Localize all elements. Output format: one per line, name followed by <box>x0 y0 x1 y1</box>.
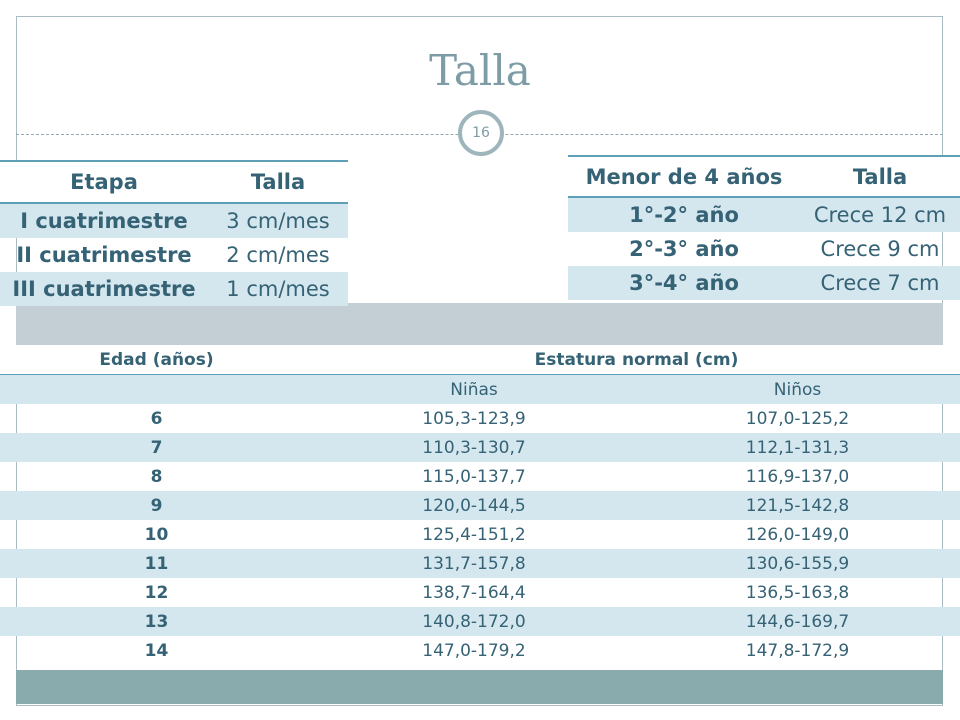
cell-edad: 13 <box>0 607 313 636</box>
cell-ninas: 138,7-164,4 <box>422 582 526 603</box>
cell-talla: 3 cm/mes <box>208 203 348 238</box>
table-menor-4-anos <box>568 155 960 300</box>
table-subheader-row <box>0 375 960 405</box>
table-row <box>0 272 348 306</box>
cell-ninas: 120,0-144,5 <box>313 491 635 520</box>
cell-edad: 8 <box>150 466 163 487</box>
cell-periodo: 2°-3° año <box>629 237 739 261</box>
cell-ninos: 144,6-169,7 <box>635 607 960 636</box>
cell-ninas: 147,0-179,2 <box>422 640 526 661</box>
header-estatura: Estatura normal (cm) <box>313 345 960 375</box>
table-row <box>0 238 348 272</box>
decorative-band-gray <box>16 303 943 345</box>
table-row <box>568 197 960 232</box>
subheader-ninas: Niñas <box>313 375 635 405</box>
header-menor: Menor de 4 años <box>568 156 800 197</box>
cell-crecimiento: Crece 7 cm <box>800 266 960 300</box>
cell-periodo: 3°-4° año <box>568 266 800 300</box>
table-row <box>0 404 960 433</box>
cell-edad: 7 <box>0 433 313 462</box>
cell-etapa: II cuatrimestre <box>16 243 192 267</box>
cell-ninos: 121,5-142,8 <box>635 491 960 520</box>
table-header-row <box>568 156 960 197</box>
cell-talla: 1 cm/mes <box>208 272 348 306</box>
table-row <box>0 491 960 520</box>
table-etapa <box>0 160 348 306</box>
table-estatura-normal <box>0 345 960 665</box>
table-row <box>0 636 960 665</box>
cell-crecimiento: Crece 9 cm <box>820 237 940 261</box>
subheader-empty <box>0 375 313 405</box>
slide-number-badge: 16 <box>458 110 504 156</box>
table-row <box>568 232 960 266</box>
cell-etapa: III cuatrimestre <box>0 272 208 306</box>
cell-ninos: 112,1-131,3 <box>635 433 960 462</box>
cell-periodo: 1°-2° año <box>568 197 800 232</box>
cell-talla: 2 cm/mes <box>226 243 330 267</box>
table-header-row <box>0 345 960 375</box>
cell-edad: 11 <box>0 549 313 578</box>
table-row <box>0 462 960 491</box>
table-row <box>0 520 960 549</box>
cell-etapa: I cuatrimestre <box>0 203 208 238</box>
header-talla: Talla <box>800 156 960 197</box>
decorative-band-teal <box>16 670 943 704</box>
cell-ninos: 116,9-137,0 <box>745 466 850 487</box>
cell-ninos: 136,5-163,8 <box>745 582 850 603</box>
cell-edad: 10 <box>144 524 169 545</box>
header-etapa: Etapa <box>0 161 208 203</box>
cell-ninos: 147,8-172,9 <box>745 640 850 661</box>
table-row <box>0 607 960 636</box>
table-row <box>568 266 960 300</box>
cell-ninas: 131,7-157,8 <box>313 549 635 578</box>
cell-crecimiento: Crece 12 cm <box>800 197 960 232</box>
cell-edad: 6 <box>150 408 163 429</box>
cell-ninas: 140,8-172,0 <box>313 607 635 636</box>
cell-ninos: 130,6-155,9 <box>635 549 960 578</box>
header-edad: Edad (años) <box>0 345 313 375</box>
cell-edad: 14 <box>144 640 169 661</box>
cell-ninas: 110,3-130,7 <box>313 433 635 462</box>
slide-title: Talla <box>429 46 531 95</box>
cell-ninos: 126,0-149,0 <box>745 524 850 545</box>
table-header-row <box>0 161 348 203</box>
table-row <box>0 578 960 607</box>
cell-edad: 12 <box>144 582 169 603</box>
header-talla: Talla <box>208 161 348 203</box>
table-row <box>0 433 960 462</box>
table-row <box>0 203 348 238</box>
cell-edad: 9 <box>0 491 313 520</box>
cell-ninas: 105,3-123,9 <box>422 408 526 429</box>
subheader-ninos: Niños <box>635 375 960 405</box>
cell-ninas: 115,0-137,7 <box>422 466 526 487</box>
cell-ninos: 107,0-125,2 <box>745 408 850 429</box>
cell-ninas: 125,4-151,2 <box>422 524 526 545</box>
table-row <box>0 549 960 578</box>
